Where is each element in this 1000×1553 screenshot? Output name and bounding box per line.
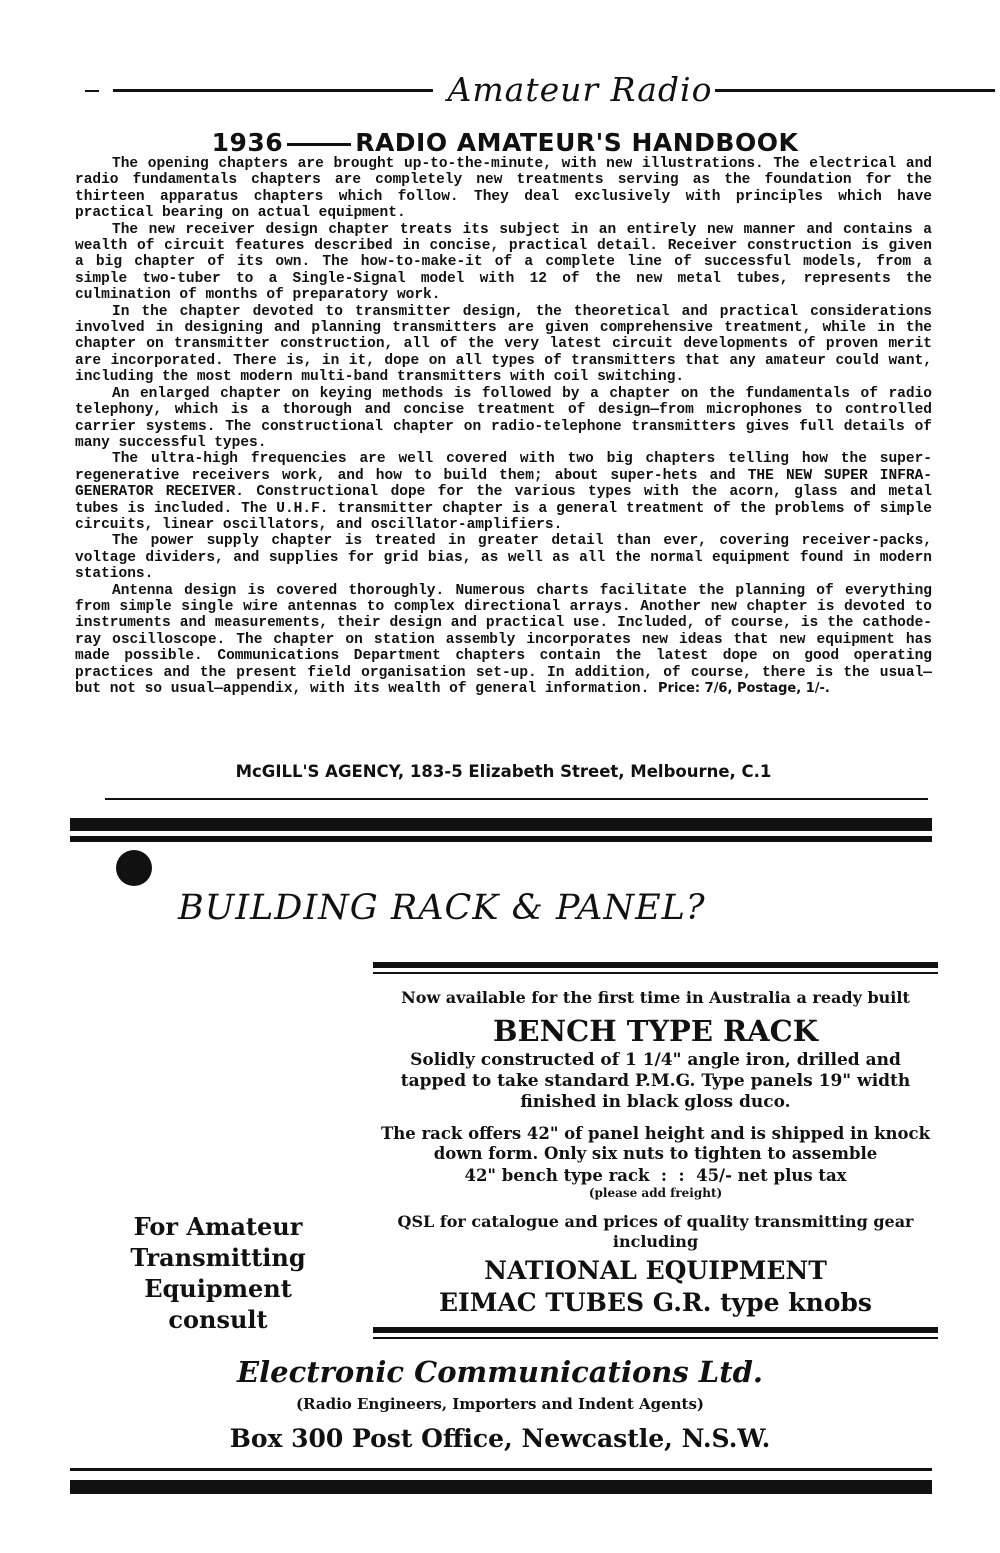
handbook-paragraph: The power supply chapter is treated in greater detail than ever, covering receiver-packs, voltage dividers, and supplies for grid bias, as well as all the normal equipment found in modern stations. bbox=[75, 533, 932, 583]
handbook-paragraph: The opening chapters are brought up-to-the-minute, with new illustrations. The electrical and radio fundamentals chapters are completely new treatments serving as the foundation for the thirteen apparatus chapters which follow. They deal exclusively with principles which have practical bearing on actual equipment. bbox=[75, 156, 932, 222]
company-subtitle: (Radio Engineers, Importers and Indent Agents) bbox=[295, 1395, 705, 1413]
handbook-paragraph: An enlarged chapter on keying methods is followed by a chapter on the fundamentals of radio telephony, which is a thorough and concise treatment of design—from microphones to controlled carrier systems. The constructional chapter on radio-telephone transmitters gives full details of many successful types. bbox=[75, 385, 932, 451]
handbook-price: Price: 7/6, Postage, 1/-. bbox=[658, 681, 830, 696]
ad-rule-bottom-thin bbox=[373, 1337, 938, 1339]
divider-thick bbox=[70, 836, 932, 842]
footer-rule-thin bbox=[70, 1468, 932, 1471]
ad-qsl: QSL for catalogue and prices of quality transmitting gear including bbox=[397, 1212, 914, 1251]
company-name: Electronic Communications Ltd. bbox=[237, 1355, 763, 1389]
handbook-title bbox=[75, 128, 935, 157]
footer-rule-thick bbox=[70, 1480, 932, 1494]
handbook-paragraph: The new receiver design chapter treats its subject in an entirely new manner and contains a wealth of circuit features described in concise, practical detail. Receiver construction is given a big chapter of its own. The how-to-make-it of a complete line of successful models, from a simple two-tuber to a Single-Signal model with 12 of the new metal tubes, represents the culmination of months of preparatory work. bbox=[75, 221, 932, 304]
ad-description: Solidly constructed of 1 1/4" angle iron, drilled and tapped to take standard P.M.G. Type panels 19" width finished in black gloss duco. bbox=[400, 1050, 911, 1112]
ad-consult-line: Equipment bbox=[144, 1274, 292, 1303]
handbook-paragraph-text: Antenna design is covered thoroughly. Numerous charts facilitate the planning of everything from simple single wire antennas to complex directional arrays. Another new chapter is devoted to instruments and measurements, their design and practical use. Included, of course, is the cathode-ray oscilloscope. The chapter on station assembly incorporates new ideas that new equipment has made possible. Communications Department chapters contain the latest dope on good operating practices and the present field organisation set-up. In addition, of course, there is the usual—but not so usual—appendix, with its wealth of general information. bbox=[75, 582, 932, 697]
divider-thick bbox=[70, 818, 932, 831]
ad-rule-top-thick bbox=[373, 962, 938, 968]
masthead-title: Amateur Radio bbox=[447, 70, 713, 109]
ad-offer: The rack offers 42" of panel height and is shipped in knock down form. Only six nuts to tighten to assemble bbox=[380, 1124, 931, 1163]
company-address: Box 300 Post Office, Newcastle, N.S.W. bbox=[229, 1424, 771, 1453]
ad-rule-top-thin bbox=[373, 972, 938, 974]
ad-price-line: 42" bench type rack : : 45/- net plus tax bbox=[464, 1166, 847, 1185]
masthead-rule-left bbox=[113, 89, 433, 92]
ad-rule-bottom-thick bbox=[373, 1327, 938, 1333]
bullet-dot bbox=[116, 850, 152, 886]
handbook-paragraph: In the chapter devoted to transmitter design, the theoretical and practical considerations involved in designing and planning transmitters are given comprehensive treatment, while in the chapter on transmitter construction, all of the very latest circuit developments of proven merit are incorporated. There is, in it, dope on all types of transmitters that any amateur could want, including the most modern multi-band transmitters with coil switching. bbox=[75, 303, 932, 386]
handbook-paragraph-last bbox=[75, 583, 932, 698]
masthead-dash bbox=[85, 90, 99, 92]
masthead-rule-right bbox=[715, 89, 995, 92]
handbook-paragraph: The ultra-high frequencies are well covered with two big chapters telling how the super-regenerative receivers work, and how to build them; about super-hets and THE NEW SUPER INFRA-GENERATOR RECEIVER. Constructional dope for the various types with the acorn, glass and metal tubes is included. The U.H.F. transmitter chapter is a general treatment of the problems of simple circuits, linear oscillators, and oscillator-amplifiers. bbox=[75, 451, 932, 533]
ad-product: BENCH TYPE RACK bbox=[493, 1014, 818, 1048]
handbook-year: 1936 bbox=[211, 128, 284, 157]
handbook-agency: McGILL'S AGENCY, 183-5 Elizabeth Street, Melbourne, C.1 bbox=[235, 762, 772, 781]
ad-freight: (please add freight) bbox=[588, 1186, 723, 1200]
ad-consult-line: Transmitting bbox=[130, 1243, 306, 1272]
masthead bbox=[85, 70, 915, 110]
title-dash bbox=[287, 143, 351, 146]
ad-brand-line1: NATIONAL EQUIPMENT bbox=[484, 1256, 827, 1285]
ad-brand-line2: EIMAC TUBES G.R. type knobs bbox=[438, 1288, 872, 1317]
ad-headline: BUILDING RACK & PANEL? bbox=[178, 888, 706, 928]
ad-consult-line: For Amateur bbox=[133, 1212, 303, 1241]
ad-intro: Now available for the first time in Australia a ready built bbox=[401, 988, 910, 1007]
handbook-name: RADIO AMATEUR'S HANDBOOK bbox=[355, 128, 799, 157]
ad-consult-block bbox=[118, 1211, 318, 1335]
divider-thin bbox=[105, 798, 928, 800]
handbook-body bbox=[75, 156, 932, 697]
ad-consult-line: consult bbox=[168, 1305, 268, 1334]
